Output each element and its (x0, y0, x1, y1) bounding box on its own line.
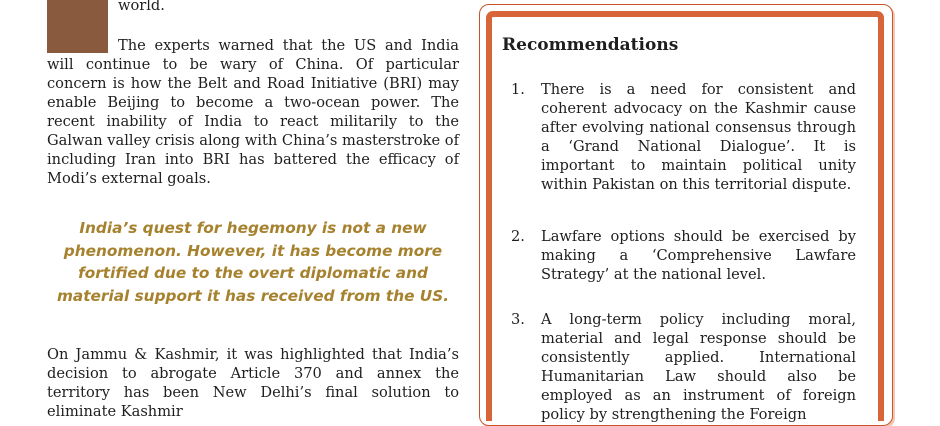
recommendation-text: A long-term policy including moral, material and legal response should be consistently applied. International Humanitarian Law should also be employed as an instrument of foreign policy by strengthening the Foreign (541, 311, 856, 423)
body-paragraph-experts: The experts warned that the US and India will continue to be wary of China. Of particular concern is how the Belt and Road Initiative (BRI) may enable Beijing to become a two-ocean power. The recent inability of India to react militarily to the Galwan valley crisis along with China’s masterstroke of including Iran into BRI has battered the efficacy of Modi’s external goals. (47, 37, 459, 187)
pull-quote: India’s quest for hegemony is not a new phenomenon. However, it has become more fortified due to the overt diplomatic and material support it has received from the US. (56, 219, 450, 305)
recommendations-title: Recommendations (502, 35, 679, 55)
recommendation-number: 1. (511, 81, 525, 98)
recommendation-number: 2. (511, 228, 525, 245)
recommendation-text: Lawfare options should be exercised by making a ‘Comprehensive Lawfare Strategy’ at the national level. (541, 228, 856, 283)
body-paragraph-kashmir: On Jammu & Kashmir, it was highlighted that India’s decision to abrogate Article 370 and annex the territory has been New Delhi’s final solution to eliminate Kashmir (47, 346, 459, 420)
recommendation-number: 3. (511, 311, 525, 328)
recommendation-text: There is a need for consistent and coherent advocacy on the Kashmir cause after evolving national consensus through a ‘Grand National Dialogue’. It is important to maintain political unity within Pakistan on this territorial dispute. (541, 81, 856, 193)
paragraph-fragment: world. (118, 0, 165, 14)
